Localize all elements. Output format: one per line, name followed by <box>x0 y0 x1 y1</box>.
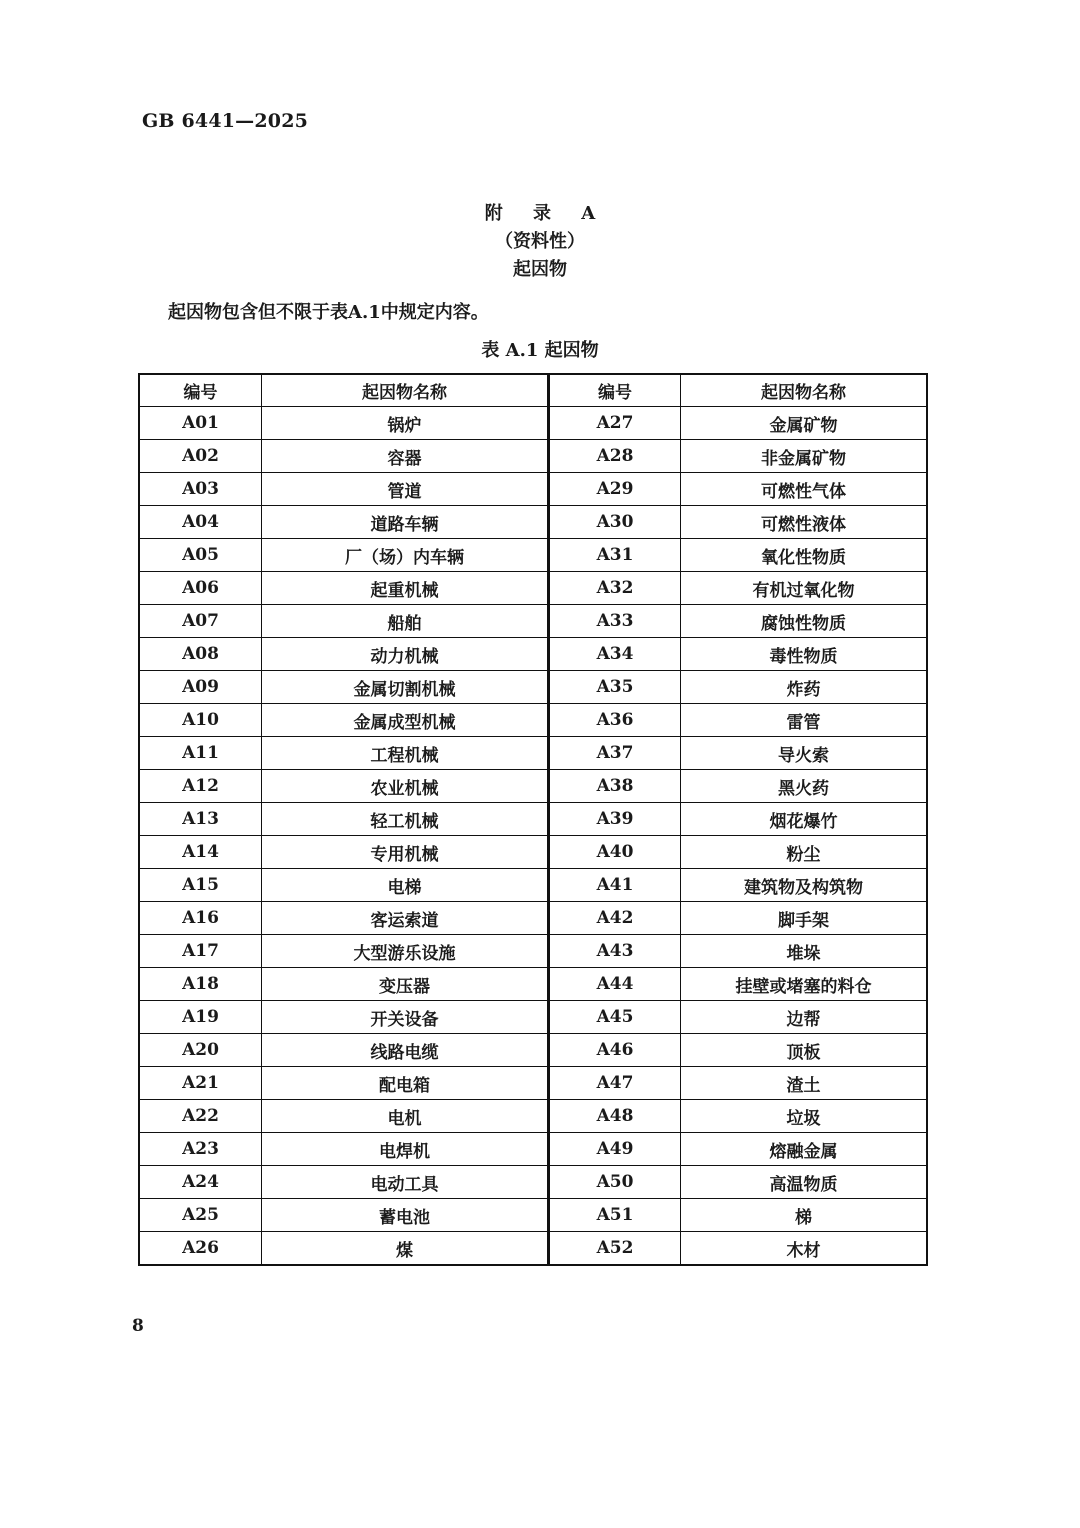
table-row <box>139 869 927 902</box>
cell-name-right: 可燃性气体 <box>681 473 928 506</box>
table-row <box>139 1133 927 1166</box>
cell-name-left: 金属成型机械 <box>262 704 549 737</box>
table-row <box>139 572 927 605</box>
cell-code-left: A16 <box>139 902 262 935</box>
cell-code-left: A04 <box>139 506 262 539</box>
cell-code-left: A25 <box>139 1199 262 1232</box>
cell-name-left: 动力机械 <box>262 638 549 671</box>
table-caption: 表 A.1 起因物 <box>481 340 599 361</box>
annex-type: （资料性） <box>495 231 585 252</box>
annex-heading <box>0 200 1080 284</box>
cell-code-right: A52 <box>549 1232 681 1266</box>
table-body <box>139 407 927 1266</box>
cell-name-left: 船舶 <box>262 605 549 638</box>
cell-name-right: 有机过氧化物 <box>681 572 928 605</box>
cell-name-right: 堆垛 <box>681 935 928 968</box>
annex-title: 起因物 <box>513 259 567 280</box>
table-row <box>139 605 927 638</box>
cell-name-left: 电梯 <box>262 869 549 902</box>
cell-name-left: 管道 <box>262 473 549 506</box>
cell-code-right: A44 <box>549 968 681 1001</box>
cell-code-left: A01 <box>139 407 262 440</box>
cell-name-right: 毒性物质 <box>681 638 928 671</box>
table-row <box>139 935 927 968</box>
cell-name-left: 轻工机械 <box>262 803 549 836</box>
cell-name-left: 专用机械 <box>262 836 549 869</box>
cell-code-right: A37 <box>549 737 681 770</box>
cell-code-left: A14 <box>139 836 262 869</box>
cell-code-right: A45 <box>549 1001 681 1034</box>
table-row <box>139 473 927 506</box>
table-row <box>139 1067 927 1100</box>
cell-code-left: A20 <box>139 1034 262 1067</box>
cell-name-right: 脚手架 <box>681 902 928 935</box>
cell-name-right: 建筑物及构筑物 <box>681 869 928 902</box>
cell-name-right: 挂壁或堵塞的料仓 <box>681 968 928 1001</box>
cell-code-right: A46 <box>549 1034 681 1067</box>
cause-table <box>138 373 928 1266</box>
cell-code-right: A43 <box>549 935 681 968</box>
cell-name-left: 锅炉 <box>262 407 549 440</box>
cell-name-right: 腐蚀性物质 <box>681 605 928 638</box>
cell-name-right: 金属矿物 <box>681 407 928 440</box>
cell-code-right: A35 <box>549 671 681 704</box>
table-header-row <box>139 374 927 407</box>
cell-code-left: A19 <box>139 1001 262 1034</box>
cell-code-left: A11 <box>139 737 262 770</box>
cell-name-left: 厂（场）内车辆 <box>262 539 549 572</box>
table-row <box>139 1034 927 1067</box>
cell-name-right: 可燃性液体 <box>681 506 928 539</box>
cell-name-right: 渣土 <box>681 1067 928 1100</box>
cell-code-left: A12 <box>139 770 262 803</box>
cell-code-left: A24 <box>139 1166 262 1199</box>
cell-name-left: 电机 <box>262 1100 549 1133</box>
cell-code-left: A18 <box>139 968 262 1001</box>
cell-name-left: 容器 <box>262 440 549 473</box>
table-row <box>139 671 927 704</box>
annex-label: 附 录 A <box>484 203 608 224</box>
cell-name-left: 客运索道 <box>262 902 549 935</box>
cell-code-left: A17 <box>139 935 262 968</box>
table-row <box>139 902 927 935</box>
table-row <box>139 770 927 803</box>
cell-code-right: A47 <box>549 1067 681 1100</box>
header-code-left: 编号 <box>139 374 262 407</box>
header-code-right: 编号 <box>549 374 681 407</box>
cell-name-right: 熔融金属 <box>681 1133 928 1166</box>
cell-code-right: A28 <box>549 440 681 473</box>
cell-code-right: A34 <box>549 638 681 671</box>
cell-name-right: 黑火药 <box>681 770 928 803</box>
cell-name-right: 边帮 <box>681 1001 928 1034</box>
cell-code-right: A36 <box>549 704 681 737</box>
cell-code-right: A38 <box>549 770 681 803</box>
table-row <box>139 836 927 869</box>
cell-name-right: 烟花爆竹 <box>681 803 928 836</box>
cell-code-right: A42 <box>549 902 681 935</box>
cell-name-right: 木材 <box>681 1232 928 1266</box>
cell-name-left: 蓄电池 <box>262 1199 549 1232</box>
cell-code-left: A10 <box>139 704 262 737</box>
header-name-left: 起因物名称 <box>262 374 549 407</box>
cell-code-right: A50 <box>549 1166 681 1199</box>
cell-code-right: A27 <box>549 407 681 440</box>
cell-code-left: A08 <box>139 638 262 671</box>
cell-name-left: 变压器 <box>262 968 549 1001</box>
cell-name-left: 农业机械 <box>262 770 549 803</box>
table-row <box>139 506 927 539</box>
cell-name-right: 导火索 <box>681 737 928 770</box>
cell-code-right: A41 <box>549 869 681 902</box>
cell-name-right: 氧化性物质 <box>681 539 928 572</box>
table-row <box>139 638 927 671</box>
cell-code-right: A39 <box>549 803 681 836</box>
cell-code-left: A07 <box>139 605 262 638</box>
cell-code-right: A48 <box>549 1100 681 1133</box>
table-row <box>139 539 927 572</box>
table-row <box>139 1199 927 1232</box>
cell-code-right: A31 <box>549 539 681 572</box>
table-row <box>139 407 927 440</box>
cell-code-left: A26 <box>139 1232 262 1266</box>
cell-code-right: A30 <box>549 506 681 539</box>
cell-name-right: 炸药 <box>681 671 928 704</box>
cell-code-left: A21 <box>139 1067 262 1100</box>
table-row <box>139 1001 927 1034</box>
cell-code-left: A05 <box>139 539 262 572</box>
cell-code-left: A23 <box>139 1133 262 1166</box>
cell-name-left: 线路电缆 <box>262 1034 549 1067</box>
cell-name-right: 高温物质 <box>681 1166 928 1199</box>
cell-code-left: A09 <box>139 671 262 704</box>
table-row <box>139 737 927 770</box>
table-row <box>139 968 927 1001</box>
cell-code-left: A15 <box>139 869 262 902</box>
cell-code-left: A13 <box>139 803 262 836</box>
cell-code-left: A03 <box>139 473 262 506</box>
cell-name-right: 垃圾 <box>681 1100 928 1133</box>
cell-name-right: 雷管 <box>681 704 928 737</box>
table-row <box>139 1100 927 1133</box>
cell-name-left: 电动工具 <box>262 1166 549 1199</box>
cell-code-right: A29 <box>549 473 681 506</box>
table-row <box>139 704 927 737</box>
cell-name-left: 煤 <box>262 1232 549 1266</box>
cell-name-left: 起重机械 <box>262 572 549 605</box>
cell-name-left: 工程机械 <box>262 737 549 770</box>
cell-code-right: A51 <box>549 1199 681 1232</box>
cell-code-right: A33 <box>549 605 681 638</box>
cell-name-right: 非金属矿物 <box>681 440 928 473</box>
table-row <box>139 440 927 473</box>
cell-name-left: 开关设备 <box>262 1001 549 1034</box>
intro-text: 起因物包含但不限于表A.1中规定内容。 <box>168 302 489 323</box>
cell-name-left: 电焊机 <box>262 1133 549 1166</box>
table-row <box>139 1232 927 1266</box>
header-name-right: 起因物名称 <box>681 374 928 407</box>
cell-code-right: A32 <box>549 572 681 605</box>
cell-name-left: 配电箱 <box>262 1067 549 1100</box>
cell-name-left: 道路车辆 <box>262 506 549 539</box>
cell-code-right: A40 <box>549 836 681 869</box>
table-row <box>139 803 927 836</box>
table-row <box>139 1166 927 1199</box>
cell-name-right: 梯 <box>681 1199 928 1232</box>
cell-name-right: 顶板 <box>681 1034 928 1067</box>
cell-name-left: 大型游乐设施 <box>262 935 549 968</box>
standard-code: GB 6441—2025 <box>142 110 309 132</box>
cell-code-left: A02 <box>139 440 262 473</box>
page-number: 8 <box>132 1316 144 1336</box>
cell-name-left: 金属切割机械 <box>262 671 549 704</box>
cell-code-right: A49 <box>549 1133 681 1166</box>
cell-code-left: A22 <box>139 1100 262 1133</box>
cell-code-left: A06 <box>139 572 262 605</box>
cell-name-right: 粉尘 <box>681 836 928 869</box>
